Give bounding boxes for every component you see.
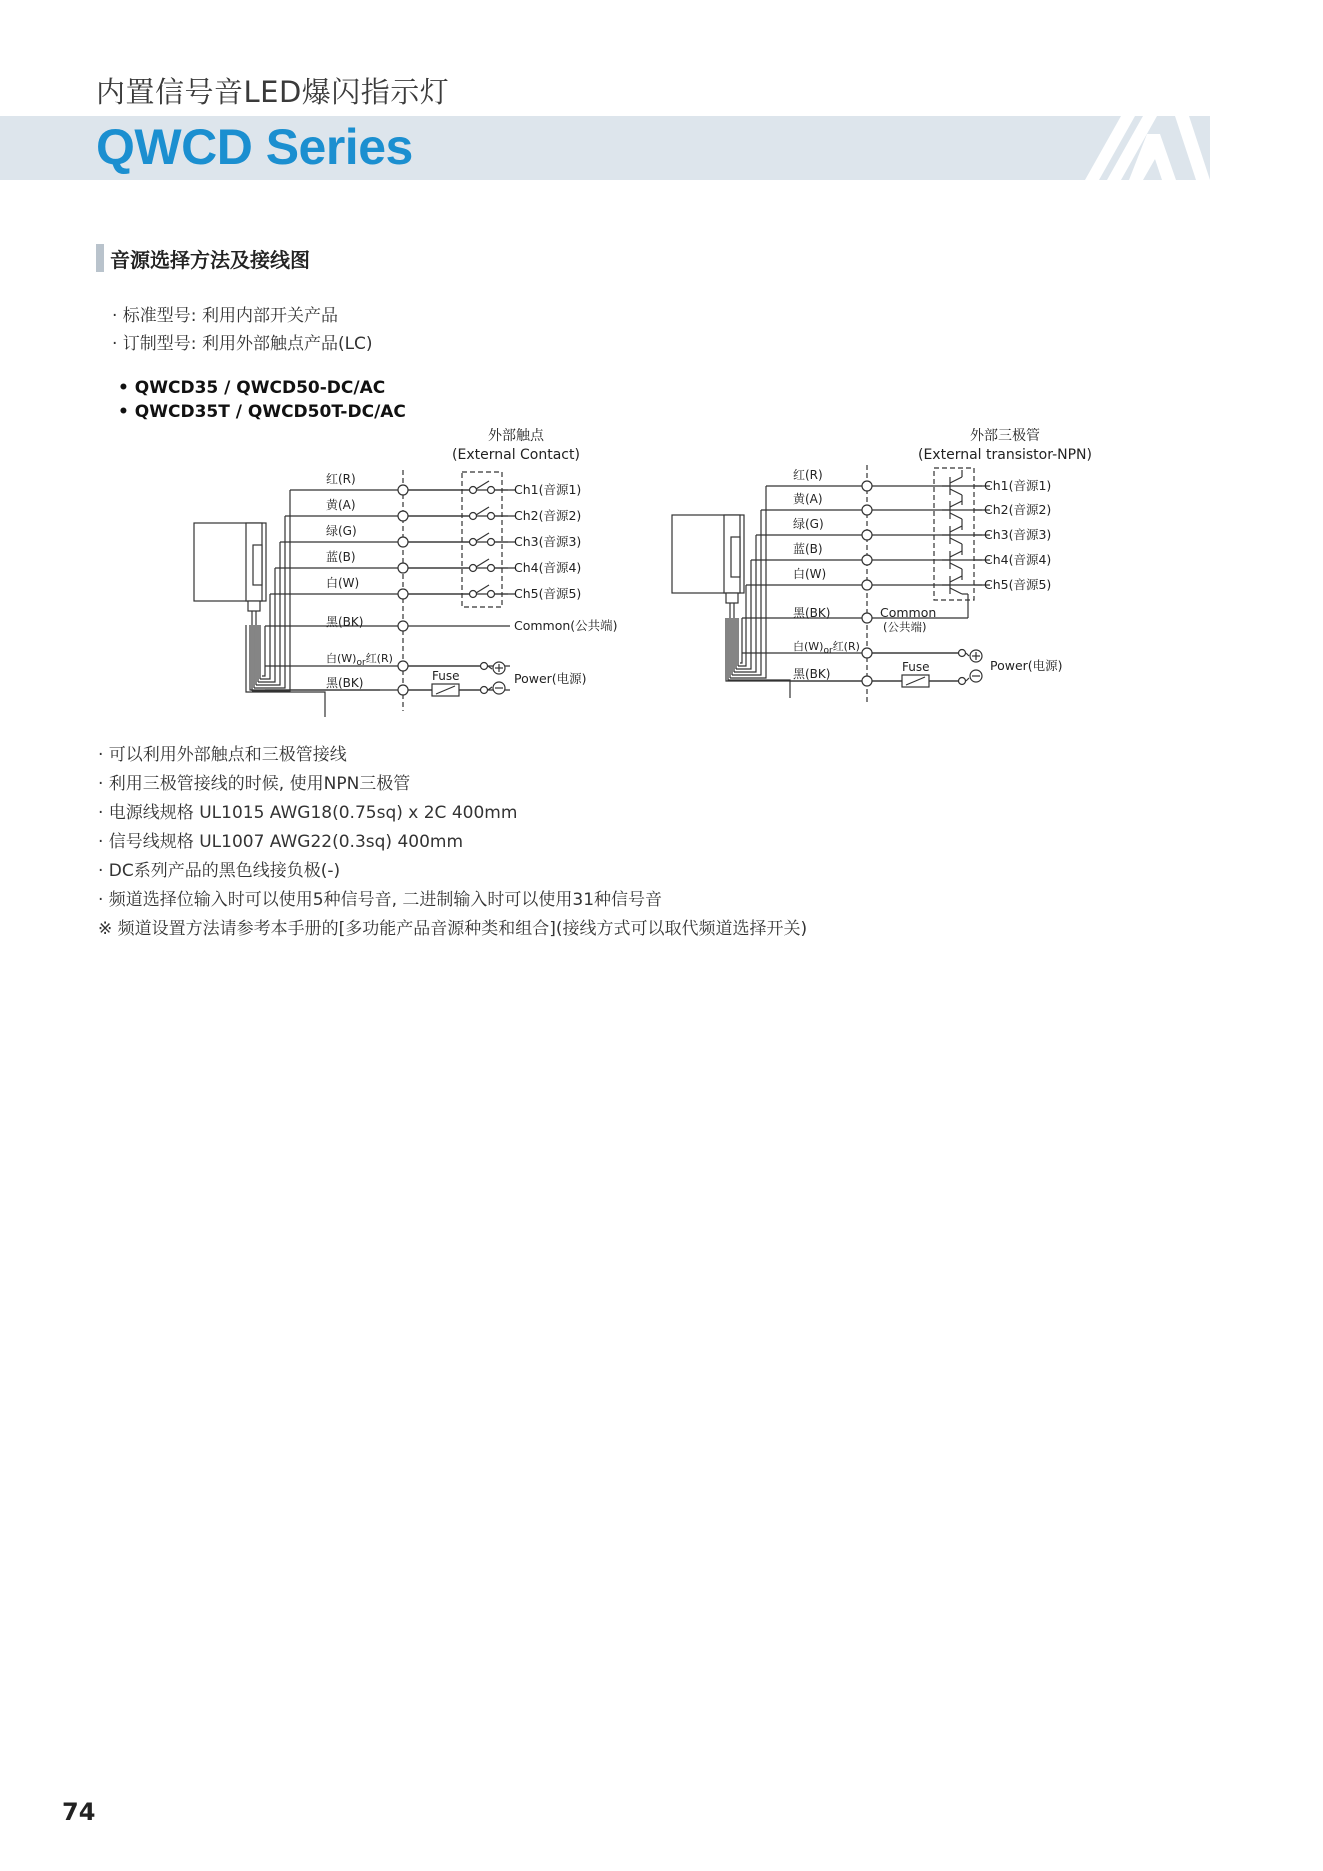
channel-label: Ch2(音源2) [514,508,582,523]
external-contact-diagram [194,428,618,717]
model-line: • QWCD35T / QWCD50T-DC/AC [118,402,406,422]
wire-label: 黑(BK) [793,606,831,620]
page-number: 74 [62,1798,96,1826]
power-label: Power(电源) [514,671,587,686]
note-line: · DC系列产品的黑色线接负极(-) [98,861,341,881]
wire-label: 黑(BK) [326,676,364,690]
wire-label: 白(W) [326,576,360,590]
left-heading-cn: 外部触点 [488,428,544,444]
external-transistor-diagram [672,428,1092,703]
brand-logo-icon [1085,116,1210,180]
contact-switches [470,481,495,598]
wire-label: 白(W) [793,567,827,581]
wire-label: 绿(G) [793,517,824,531]
common-label: Common [880,605,937,620]
fuse-label: Fuse [432,669,460,683]
right-heading-cn: 外部三极管 [970,428,1040,444]
wire-label: 蓝(B) [793,542,823,556]
note-line: · 可以利用外部触点和三极管接线 [98,745,347,765]
wire-label: 黑(BK) [793,667,831,681]
wire-label: 绿(G) [326,524,357,538]
channel-label: Ch4(音源4) [984,552,1052,567]
left-heading-en: (External Contact) [452,447,580,463]
wire-label: 黑(BK) [326,615,364,629]
common-label-cn: (公共端) [883,620,927,634]
wire-label: 红(R) [793,468,823,482]
section-marker [96,244,104,272]
channel-label: Ch2(音源2) [984,502,1052,517]
wire-label: 蓝(B) [326,550,356,564]
channel-label: Ch1(音源1) [514,482,582,497]
power-wire-label: 白$(W)_{or}$红(R) [793,640,860,656]
channel-label: Ch3(音源3) [514,534,582,549]
wire-label: 黄(A) [793,492,823,506]
power-label: Power(电源) [990,658,1063,673]
channel-label: Ch5(音源5) [514,586,582,601]
note-line: · 利用三极管接线的时候, 使用NPN三极管 [98,774,411,794]
intro-line: · 订制型号: 利用外部触点产品(LC) [112,334,373,354]
page-title: QWCD Series [96,119,413,175]
model-line: • QWCD35 / QWCD50-DC/AC [118,378,386,398]
wire-label: 黄(A) [326,498,356,512]
note-line: ※ 频道设置方法请参考本手册的[多功能产品音源种类和组合](接线方式可以取代频道选择开关) [98,919,808,939]
intro-line: · 标准型号: 利用内部开关产品 [112,306,338,326]
common-label: Common(公共端) [514,618,618,633]
section-title: 音源选择方法及接线图 [110,248,310,272]
channel-label: Ch5(音源5) [984,577,1052,592]
wiring-diagram [190,428,1130,718]
note-line: · 频道选择位输入时可以使用5种信号音, 二进制输入时可以使用31种信号音 [98,890,663,910]
power-wire-label: 白$(W)_{or}$红(R) [326,652,393,668]
npn-transistors [942,470,968,618]
fuse-label: Fuse [902,660,930,674]
channel-label: Ch4(音源4) [514,560,582,575]
page-subtitle: 内置信号音LED爆闪指示灯 [96,75,450,109]
channel-label: Ch3(音源3) [984,527,1052,542]
wire-label: 红(R) [326,472,356,486]
external-contact-box [462,472,502,607]
right-heading-en: (External transistor-NPN) [918,447,1092,463]
note-line: · 信号线规格 UL1007 AWG22(0.3sq) 400mm [98,832,464,852]
note-line: · 电源线规格 UL1015 AWG18(0.75sq) x 2C 400mm [98,803,518,823]
channel-label: Ch1(音源1) [984,478,1052,493]
